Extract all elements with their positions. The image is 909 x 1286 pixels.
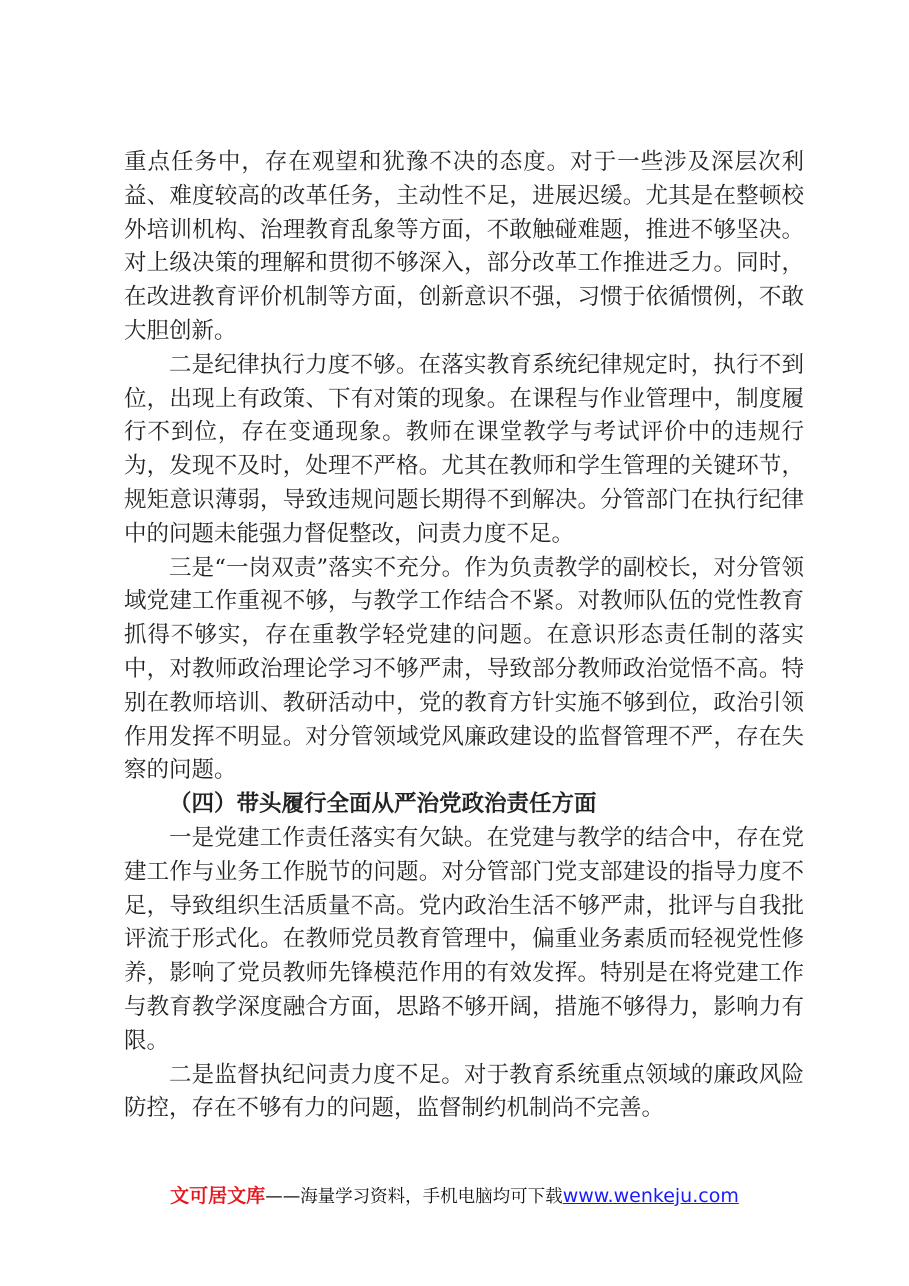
footer-tagline: ——海量学习资料，手机电脑均可下载: [265, 1187, 563, 1207]
document-body: [124, 146, 804, 1126]
body-paragraph-supervision: 二是监督执纪问责力度不足。对于教育系统重点领域的廉政风险防控，存在不够有力的问题，监督制约机制尚不完善。: [124, 1061, 804, 1122]
body-paragraph-discipline: 二是纪律执行力度不够。在落实教育系统纪律规定时，执行不到位，出现上有政策、下有对策的现象。在课程与作业管理中，制度履行不到位，存在变通现象。教师在课堂教学与考试评价中的违规行为，发现不及时，处理不严格。尤其在教师和学生管理的关键环节，规矩意识薄弱，导致违规问题长期得不到解决。分管部门在执行纪律中的问题未能强力督促整改，问责力度不足。: [124, 351, 804, 547]
footer-banner: [0, 1183, 909, 1210]
body-paragraph-dual-responsibility: 三是“一岗双责”落实不充分。作为负责教学的副校长，对分管领域党建工作重视不够，与教学工作结合不紧。对教师队伍的党性教育抓得不够实，存在重教学轻党建的问题。在意识形态责任制的落实中，对教师政治理论学习不够严肃，导致部分教师政治觉悟不高。特别在教师培训、教研活动中，党的教育方针实施不够到位，政治引领作用发挥不明显。对分管领域党风廉政建设的监督管理不严，存在失察的问题。: [124, 554, 804, 784]
body-paragraph-continuation: 重点任务中，存在观望和犹豫不决的态度。对于一些涉及深层次利益、难度较高的改革任务，主动性不足，进展迟缓。尤其是在整顿校外培训机构、治理教育乱象等方面，不敢触碰难题，推进不够坚决。对上级决策的理解和贯彻不够深入，部分改革工作推进乏力。同时，在改进教育评价机制等方面，创新意识不强，习惯于依循惯例，不敢大胆创新。: [124, 149, 804, 344]
body-paragraph-party-building: 一是党建工作责任落实有欠缺。在党建与教学的结合中，存在党建工作与业务工作脱节的问题。对分管部门党支部建设的指导力度不足，导致组织生活质量不高。党内政治生活不够严肃，批评与自我批评流于形式化。在教师党员教育管理中，偏重业务素质而轻视党性修养，影响了党员教师先锋模范作用的有效发挥。特别是在将党建工作与教育教学深度融合方面，思路不够开阔，措施不够得力，影响力有限。: [124, 824, 804, 1054]
footer-brand: 文可居文库: [170, 1185, 266, 1207]
footer-url-link[interactable]: www.wenkeju.com: [562, 1185, 739, 1207]
section-heading: （四）带头履行全面从严治党政治责任方面: [169, 791, 597, 818]
